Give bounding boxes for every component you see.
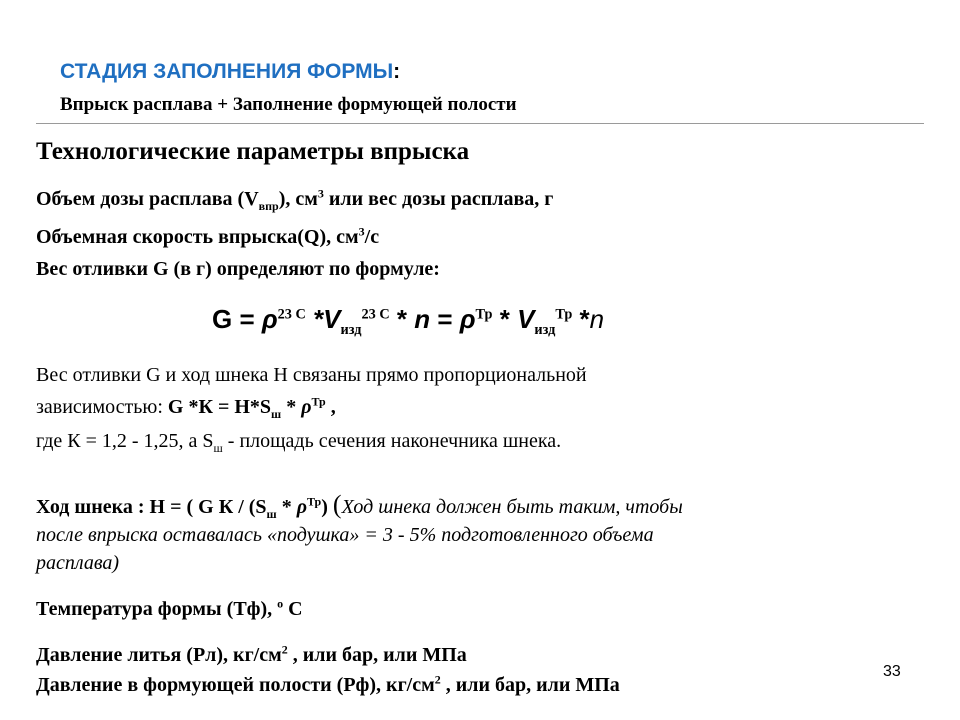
stroke-line-3: расплава) <box>36 552 120 574</box>
dose-line: Объем дозы расплава $(V_{впр})$, $см^3$ или вес дозы расплава, г <box>36 186 554 213</box>
pressure-line-1: Давление литья (Рл), $кг/см^2$ , или бар, или МПа <box>36 642 467 666</box>
stage-title: СТАДИЯ ЗАПОЛНЕНИЯ ФОРМЫ: <box>60 60 401 83</box>
divider <box>36 123 924 124</box>
relation-line-1: Вес отливки G и ход шнека H связаны прямо пропорциональной <box>36 364 587 386</box>
pressure-line-2: Давление в формующей полости (Рф), $кг/см^2$ , или бар, или МПа <box>36 672 620 696</box>
relation-line-3: где К = 1,2 - 1,25, а $S_ш$ - площадь сечения наконечника шнека. <box>36 430 562 455</box>
stroke-line-1: Ход шнека : H = ( G К / $(S_ш * \rho^{Тр})$ (Ход шнека должен быть таким, чтобы <box>36 490 683 521</box>
weight-formula: $G = \rho^{23 С}$ $*V_{изд}^{23 С} * n = \rho^{Тр} * V_{изд}^{Тр}$ *n <box>212 304 605 339</box>
stroke-line-2: после впрыска оставалась «подушка» = 3 - 5% подготовленного объема <box>36 524 654 546</box>
stage-subtitle: Впрыск расплава + Заполнение формующей полости <box>60 94 517 115</box>
weight-line: Вес отливки G (в г) определяют по формуле: <box>36 258 440 280</box>
relation-line-2: зависимостью: G $*К = H*S_ш * \rho^{Тр}$ , <box>36 394 336 421</box>
temperature-line: Температура формы (Тф), $^о$ С <box>36 596 303 620</box>
speed-line: Объемная скорость впрыска(Q), $см^3/с$ <box>36 224 380 248</box>
page-number: 33 <box>883 663 901 680</box>
section-heading: Технологические параметры впрыска <box>36 138 470 165</box>
